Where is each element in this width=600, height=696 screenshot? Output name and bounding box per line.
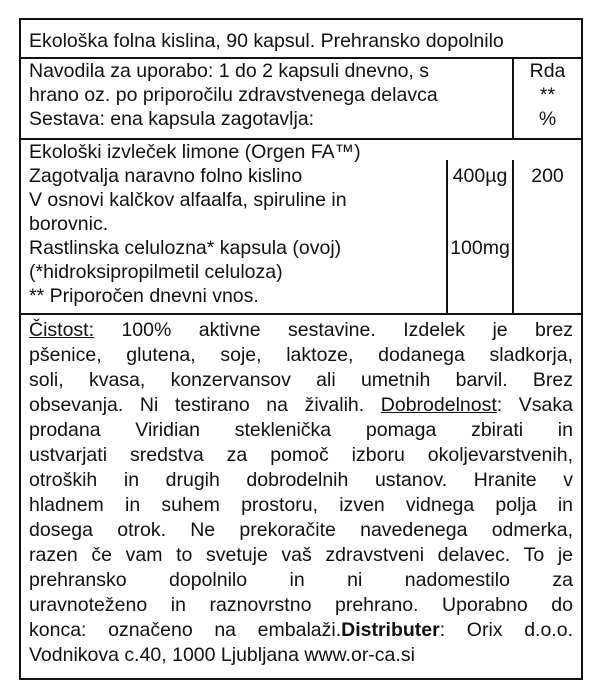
text-line: prodana Viridian steklenička pomaga zbirati in [29,419,573,441]
composition-heading: Sestava: ena kapsula zagotavlja: [29,108,315,130]
ingredient-name: Ekološki izvleček limone (Orgen FA™) [29,141,361,163]
ingredient-description: V osnovi kalčkov alfaalfa, spiruline in [29,189,347,211]
product-title: Ekološka folna kislina, 90 kapsul. Prehransko dopolnilo [29,30,504,52]
text-line: uravnoteženo in raznovrstno prehrano. Uporabno do [29,594,573,616]
rda-header-asterisks: ** [539,84,556,106]
divider [21,313,581,315]
capsule-amount: 100mg [450,237,510,259]
text-line: soli, kvasa, konzervansov ali umetnih barvil. Brez [29,369,573,391]
capsule-description: (*hidroksipropilmetil celuloza) [29,261,283,283]
text-line: Čistost: 100% aktivne sestavine. Izdelek je brez [29,319,573,341]
usage-instructions-line-2: hrano oz. po priporočilu zdravstvenega delavca [29,84,438,106]
rda-header: Rda [529,60,566,82]
supplement-label [19,18,583,680]
rda-header-percent: % [538,108,557,130]
capsule-name: Rastlinska celulozna* kapsula (ovoj) [29,237,342,259]
ingredient-rda: 200 [531,165,564,187]
product-information [29,318,573,668]
text-line: dosega otrok. Ne prekoračite navedenega odmerka, [29,519,573,541]
text-line: pšenice, glutena, soje, laktoze, dodanega sladkorja, [29,344,573,366]
ingredient-amount: 400µg [452,165,508,187]
text-line: ustvarjati sredstva za pomoč izboru okoljevarstvenih, [29,444,573,466]
text-line: Vodnikova c.40, 1000 Ljubljana www.or-ca.si [29,644,415,666]
usage-instructions-line-1: Navodila za uporabo: 1 do 2 kapsuli dnevno, s [29,60,430,82]
text-line: otroških in drugih dobrodelnih ustanov. Hranite v [29,469,573,491]
text-line: razen če vam to svetuje vaš zdravstveni delavec. To je [29,544,573,566]
purity-label: Čistost: [29,319,95,341]
text-line: prehransko dopolnilo in ni nadomestilo za [29,569,573,591]
rda-footnote: ** Priporočen dnevni vnos. [29,285,259,307]
ingredient-description: borovnic. [29,213,109,235]
ingredient-description: Zagotvalja naravno folno kislino [29,165,303,187]
charity-label: Dobrodelnost [380,394,497,416]
text-line: hladnem in suhem prostoru, izven vidnega polja in [29,494,573,516]
distributor-label: Distributer [341,619,440,641]
text-line: konca: označeno na embalaži.Distributer: Orix d.o.o. [29,619,573,641]
text-line: obsevanja. Ni testirano na živalih. Dobrodelnost: Vsaka [29,394,573,416]
